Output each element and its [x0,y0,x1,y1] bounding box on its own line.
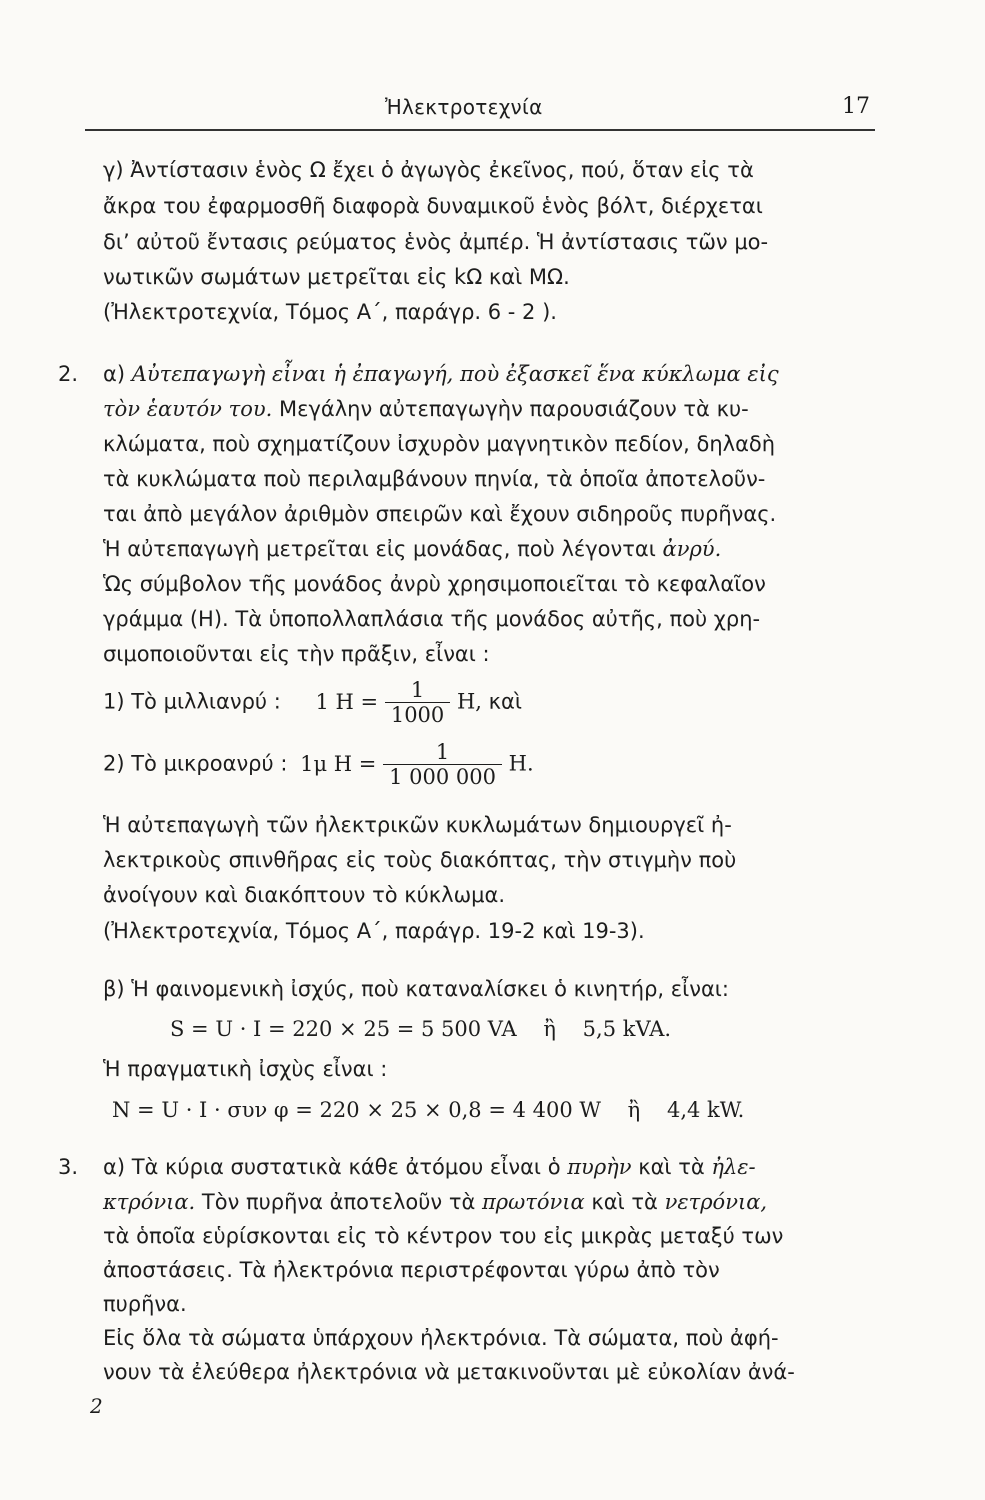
paragraph-line [103,395,749,423]
text-span: Τὸν πυρῆνα ἀποτελοῦν τὰ [195,1190,482,1214]
paragraph-line: ἀνοίγουν καὶ διακόπτουν τὸ κύκλωμα. [103,883,506,907]
paragraph-line: νωτικῶν σωμάτων μετρεῖται εἰς kΩ καὶ ΜΩ. [103,265,570,289]
term-italic: πυρὴν [567,1155,632,1179]
fraction [385,678,450,727]
paragraph-line: Ἡ πραγματικὴ ἰσχὺς εἶναι : [103,1057,388,1081]
fraction-denominator: 1000 [390,703,445,727]
paragraph-line: (Ἠλεκτροτεχνία, Τόμος Α΄, παράγρ. 6 - 2 ). [103,300,557,324]
paragraph-line: σιμοποιοῦνται εἰς τὴν πρᾶξιν, εἶναι : [103,642,490,666]
text-span: Μεγάλην αὐτεπαγωγὴν παρουσιάζουν τὰ κυ- [272,397,749,421]
text-span: Ἡ αὐτεπαγωγὴ μετρεῖται εἰς μονάδας, ποὺ λέγονται [103,537,663,561]
paragraph-line: (Ἠλεκτροτεχνία, Τόμος Α΄, παράγρ. 19-2 καὶ 19-3). [103,919,645,943]
fraction-denominator: 1 000 000 [389,765,496,789]
text-span: καὶ τὰ [584,1190,665,1214]
paragraph-line: πυρῆνα. [103,1292,187,1316]
formula-apparent-power: S = U · I = 220 × 25 = 5 500 VA ἢ 5,5 kVA. [170,1017,672,1041]
formula-microhenry [103,740,534,789]
signature-mark: 2 [90,1394,103,1418]
page-number: 17 [842,94,870,119]
definition-italic: τὸν ἑαυτόν του. [103,397,273,421]
formula-rhs: H. [508,751,534,776]
formula-millihenry [103,678,522,727]
paragraph-line: ται ἀπὸ μεγάλον ἀριθμὸν σπειρῶν καὶ ἔχουν σιδηροῦς πυρῆνας. [103,502,777,526]
paragraph-line: τὰ ὁποῖα εὑρίσκονται εἰς τὸ κέντρον του εἰς μικρὰς μεταξύ των [103,1224,784,1248]
fraction [383,740,502,789]
paragraph-line: γράμμα (Η). Τὰ ὑποπολλαπλάσια τῆς μονάδος αὐτῆς, ποὺ χρη- [103,607,761,631]
term-italic: πρωτόνια [482,1190,585,1214]
item-number: 3. [58,1155,79,1179]
term-italic: ἠλε- [711,1155,756,1179]
text-span: καὶ τὰ [631,1155,712,1179]
definition-italic: Αὐτεπαγωγὴ εἶναι ἡ ἐπαγωγή, ποὺ ἐξασκεῖ ἕνα κύκλωμα εἰς [131,362,779,386]
text-span: α) [103,362,132,386]
item-number: 2. [58,362,79,386]
formula-label: 2) Τὸ μικροανρύ : [103,751,288,776]
formula-lhs: 1 H = [315,689,379,714]
paragraph-line: νουν τὰ ἐλεύθερα ἠλεκτρόνια νὰ μετακινοῦνται μὲ εὐκολίαν ἀνά- [103,1360,795,1384]
paragraph-line: Εἰς ὅλα τὰ σώματα ὑπάρχουν ἠλεκτρόνια. Τὰ σώματα, ποὺ ἀφή- [103,1326,779,1350]
fraction-numerator: 1 [383,740,502,765]
term-italic: νετρόνια, [664,1190,768,1214]
running-header-title: Ἠλεκτροτεχνία [385,95,543,119]
paragraph-line [103,1188,767,1216]
paragraph-line: ἀποστάσεις. Τὰ ἠλεκτρόνια περιστρέφονται γύρω ἀπὸ τὸν [103,1258,720,1282]
header-divider [85,129,875,131]
text-span: α) Τὰ κύρια συστατικὰ κάθε ἀτόμου εἶναι ὁ [103,1155,568,1179]
paragraph-line [103,1153,756,1181]
fraction-numerator: 1 [385,678,450,703]
paragraph-line: Ἡ αὐτεπαγωγὴ τῶν ἠλεκτρικῶν κυκλωμάτων δημιουργεῖ ἠ- [103,813,732,837]
unit-name-italic: ἀνρύ. [662,537,722,561]
formula-label: 1) Τὸ μιλλιανρύ : [103,689,281,714]
paragraph-line [103,535,721,563]
paragraph-line: Ὡς σύμβολον τῆς μονάδος ἀνρὺ χρησιμοποιεῖται τὸ κεφαλαῖον [103,572,766,596]
term-italic: κτρόνια. [103,1190,196,1214]
paragraph-line: κλώματα, ποὺ σχηματίζουν ἰσχυρὸν μαγνητικὸν πεδίον, δηλαδὴ [103,432,776,456]
paragraph-line: β) Ἡ φαινομενικὴ ἰσχύς, ποὺ καταναλίσκει ὁ κινητήρ, εἶναι: [103,977,729,1001]
paragraph-line: λεκτρικοὺς σπινθῆρας εἰς τοὺς διακόπτας, τὴν στιγμὴν ποὺ [103,848,737,872]
formula-real-power: N = U · I · συν φ = 220 × 25 × 0,8 = 4 400 W ἢ 4,4 kW. [112,1098,745,1122]
paragraph-line: τὰ κυκλώματα ποὺ περιλαμβάνουν πηνία, τὰ ὁποῖα ἀποτελοῦν- [103,467,766,491]
paragraph-line: γ) Ἀντίστασιν ἑνὸς Ω ἔχει ὁ ἀγωγὸς ἐκεῖνος, πού, ὅταν εἰς τὰ [103,158,754,182]
formula-rhs: H, [456,689,482,714]
paragraph-line: δι’ αὐτοῦ ἔντασις ρεύματος ἑνὸς ἀμπέρ. Ἡ ἀντίστασις τῶν μο- [103,230,769,254]
paragraph-line: ἄκρα του ἐφαρμοσθῆ διαφορὰ δυναμικοῦ ἑνὸς βόλτ, διέρχεται [103,194,763,218]
formula-lhs: 1μ H = [300,751,377,776]
paragraph-line [103,360,779,388]
formula-tail: καὶ [488,689,522,714]
